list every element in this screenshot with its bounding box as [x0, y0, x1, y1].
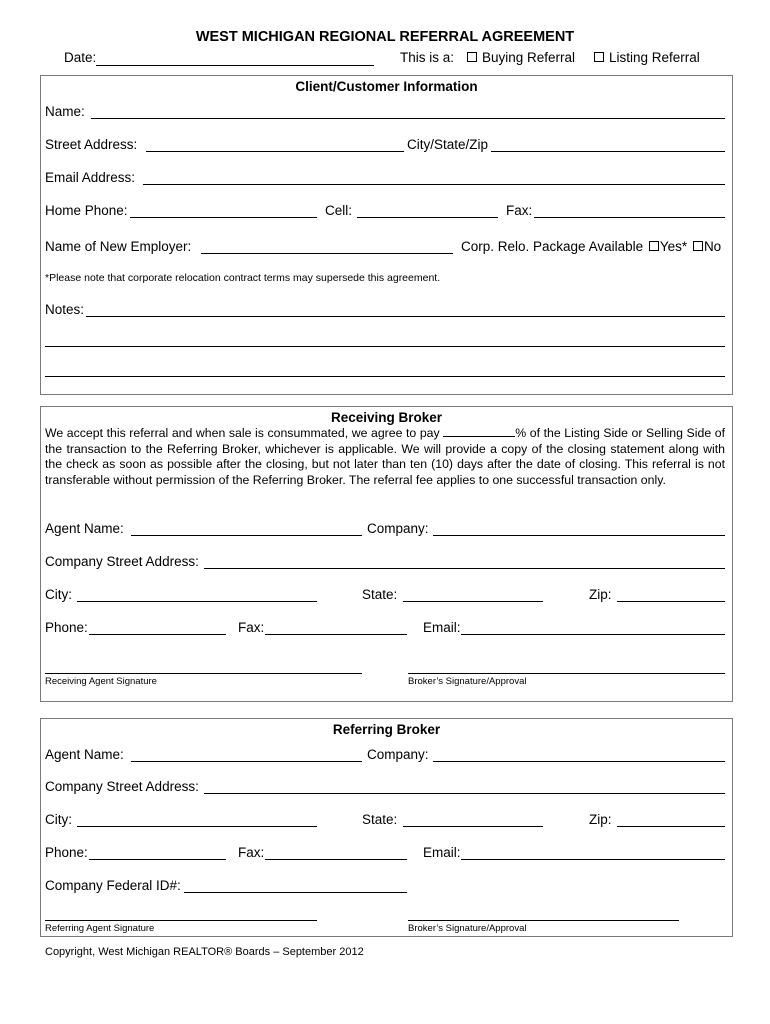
receiving-city-field[interactable] [77, 601, 317, 602]
client-cell-field[interactable] [357, 217, 498, 218]
client-street-label: Street Address: [45, 137, 138, 152]
client-name-field[interactable] [91, 118, 725, 119]
receiving-state-label: State: [362, 587, 398, 602]
agreement-text-part2: % of the Listing Side or Selling Side of the transaction to the Referring Broker, whichever is applicable. We will provide a copy of the closing statement along with the check as soon as possible after the closing, but not later than ten (10) days after the date of closing. This referral is not transferable without permission of the Referring Broker. The referral fee applies to one successful transaction only. [45, 426, 725, 487]
receiving-agent-name-label: Agent Name: [45, 521, 124, 536]
client-fax-field[interactable] [534, 217, 725, 218]
client-employer-label: Name of New Employer: [45, 239, 192, 254]
client-name-label: Name: [45, 104, 85, 119]
referring-zip-label: Zip: [589, 812, 612, 827]
referring-fax-field[interactable] [265, 859, 407, 860]
client-city-state-zip-field[interactable] [491, 151, 725, 152]
buying-referral-checkbox[interactable] [467, 52, 477, 62]
referring-company-street-label: Company Street Address: [45, 779, 199, 794]
relo-note: *Please note that corporate relocation contract terms may supersede this agreement. [45, 272, 441, 284]
client-notes-line-3[interactable] [45, 376, 725, 377]
receiving-company-street-label: Company Street Address: [45, 554, 199, 569]
receiving-company-label: Company: [367, 521, 429, 536]
receiving-zip-field[interactable] [617, 601, 725, 602]
relo-package-group [461, 239, 721, 255]
receiving-phone-label: Phone: [45, 620, 88, 635]
receiving-agreement-paragraph [45, 425, 725, 488]
referring-fax-label: Fax: [238, 845, 265, 860]
buying-referral-option[interactable] [467, 50, 575, 66]
receiving-phone-field[interactable] [89, 634, 226, 635]
client-notes-line-2[interactable] [45, 346, 725, 347]
receiving-company-street-field[interactable] [204, 568, 725, 569]
receiving-agent-name-field[interactable] [131, 535, 362, 536]
client-home-phone-label: Home Phone: [45, 203, 128, 218]
client-info-section [40, 75, 733, 395]
referring-federal-id-label: Company Federal ID#: [45, 878, 181, 893]
this-is-a-label: This is a: [400, 50, 455, 65]
receiving-city-label: City: [45, 587, 72, 602]
client-street-field[interactable] [146, 151, 404, 152]
referring-agent-signature-line[interactable] [45, 920, 317, 921]
referring-agent-signature-label: Referring Agent Signature [45, 923, 155, 934]
client-employer-field[interactable] [201, 253, 453, 254]
referring-company-street-field[interactable] [204, 793, 725, 794]
relo-yes-label: Yes* [659, 239, 688, 254]
referring-email-field[interactable] [461, 859, 725, 860]
relo-no-label: No [703, 239, 722, 254]
referring-phone-field[interactable] [89, 859, 226, 860]
referring-company-field[interactable] [433, 761, 725, 762]
referring-agent-name-label: Agent Name: [45, 747, 124, 762]
receiving-agent-signature-label: Receiving Agent Signature [45, 676, 157, 687]
referring-state-label: State: [362, 812, 398, 827]
referring-federal-id-field[interactable] [184, 892, 407, 893]
relo-no-checkbox[interactable] [693, 241, 703, 251]
client-fax-label: Fax: [506, 203, 533, 218]
client-email-label: Email Address: [45, 170, 136, 185]
relo-yes-checkbox[interactable] [649, 241, 659, 251]
referring-city-label: City: [45, 812, 72, 827]
date-label: Date: [64, 50, 97, 65]
relo-package-label: Corp. Relo. Package Available [461, 239, 644, 254]
copyright-footer: Copyright, West Michigan REALTOR® Boards – September 2012 [45, 946, 364, 958]
referring-phone-label: Phone: [45, 845, 88, 860]
receiving-company-field[interactable] [433, 535, 725, 536]
referring-broker-signature-label: Broker’s Signature/Approval [408, 923, 527, 934]
referring-company-label: Company: [367, 747, 429, 762]
receiving-broker-signature-line[interactable] [408, 673, 725, 674]
referring-state-field[interactable] [403, 826, 543, 827]
client-section-title: Client/Customer Information [295, 79, 478, 94]
listing-referral-checkbox[interactable] [594, 52, 604, 62]
receiving-state-field[interactable] [403, 601, 543, 602]
referring-broker-signature-line[interactable] [408, 920, 679, 921]
client-cell-label: Cell: [325, 203, 353, 218]
referring-city-field[interactable] [77, 826, 317, 827]
receiving-email-field[interactable] [461, 634, 725, 635]
referral-percent-field[interactable] [443, 425, 515, 437]
document-title: WEST MICHIGAN REGIONAL REFERRAL AGREEMENT [195, 29, 575, 45]
client-home-phone-field[interactable] [130, 217, 317, 218]
receiving-zip-label: Zip: [589, 587, 612, 602]
referring-email-label: Email: [423, 845, 461, 860]
receiving-fax-field[interactable] [265, 634, 407, 635]
client-notes-label: Notes: [45, 302, 85, 317]
receiving-section-title: Receiving Broker [330, 410, 443, 425]
listing-referral-option[interactable] [594, 50, 700, 66]
receiving-email-label: Email: [423, 620, 461, 635]
buying-referral-label: Buying Referral [482, 50, 576, 65]
receiving-fax-label: Fax: [238, 620, 265, 635]
date-field[interactable] [96, 65, 374, 66]
client-notes-line-1[interactable] [86, 316, 725, 317]
receiving-broker-signature-label: Broker’s Signature/Approval [408, 676, 527, 687]
receiving-agent-signature-line[interactable] [45, 673, 362, 674]
referring-zip-field[interactable] [617, 826, 725, 827]
listing-referral-label: Listing Referral [609, 50, 700, 65]
client-city-state-zip-label: City/State/Zip [407, 137, 489, 152]
client-email-field[interactable] [143, 184, 725, 185]
agreement-text-part1: We accept this referral and when sale is consummated, we agree to pay [45, 426, 440, 440]
referring-agent-name-field[interactable] [131, 761, 362, 762]
referring-section-title: Referring Broker [332, 722, 441, 737]
